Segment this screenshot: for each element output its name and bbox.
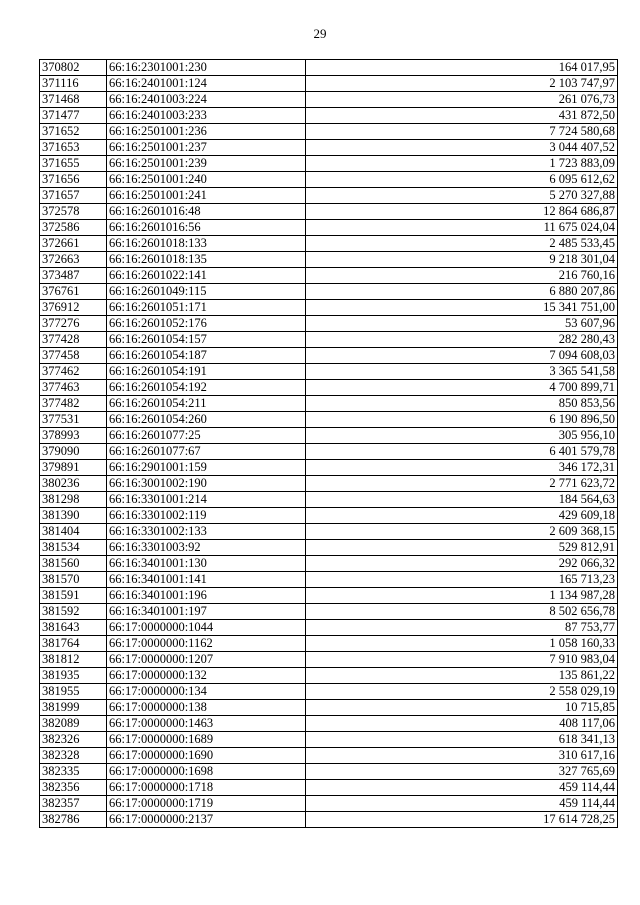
record-id-cell: 372586 (40, 220, 107, 236)
cadastral-number-cell: 66:16:2601022:141 (107, 268, 306, 284)
cadastral-number-cell: 66:16:2601077:25 (107, 428, 306, 444)
table-row (40, 460, 618, 476)
record-id-cell: 382357 (40, 796, 107, 812)
cadastral-value-cell: 164 017,95 (306, 60, 618, 76)
table-row (40, 764, 618, 780)
cadastral-number-cell: 66:17:0000000:134 (107, 684, 306, 700)
cadastral-number-cell: 66:17:0000000:1463 (107, 716, 306, 732)
table-body (40, 60, 618, 828)
cadastral-number-cell: 66:16:2601018:135 (107, 252, 306, 268)
cadastral-value-cell: 165 713,23 (306, 572, 618, 588)
record-id-cell: 372578 (40, 204, 107, 220)
record-id-cell: 380236 (40, 476, 107, 492)
cadastral-number-cell: 66:16:2601016:56 (107, 220, 306, 236)
cadastral-value-cell: 346 172,31 (306, 460, 618, 476)
record-id-cell: 377276 (40, 316, 107, 332)
record-id-cell: 381591 (40, 588, 107, 604)
cadastral-value-cell: 216 760,16 (306, 268, 618, 284)
table-row (40, 780, 618, 796)
table-row (40, 588, 618, 604)
table-row (40, 556, 618, 572)
cadastral-value-cell: 4 700 899,71 (306, 380, 618, 396)
table-row (40, 476, 618, 492)
cadastral-number-cell: 66:16:2501001:236 (107, 124, 306, 140)
table-row (40, 92, 618, 108)
table-row (40, 748, 618, 764)
cadastral-value-cell: 310 617,16 (306, 748, 618, 764)
table-row (40, 540, 618, 556)
cadastral-number-cell: 66:17:0000000:132 (107, 668, 306, 684)
table-row (40, 60, 618, 76)
table-row (40, 348, 618, 364)
cadastral-number-cell: 66:16:2601054:260 (107, 412, 306, 428)
cadastral-number-cell: 66:16:3401001:197 (107, 604, 306, 620)
record-id-cell: 381643 (40, 620, 107, 636)
cadastral-number-cell: 66:16:2401001:124 (107, 76, 306, 92)
table-row (40, 604, 618, 620)
cadastral-number-cell: 66:16:2601054:211 (107, 396, 306, 412)
record-id-cell: 371116 (40, 76, 107, 92)
record-id-cell: 378993 (40, 428, 107, 444)
record-id-cell: 372663 (40, 252, 107, 268)
record-id-cell: 373487 (40, 268, 107, 284)
record-id-cell: 381534 (40, 540, 107, 556)
cadastral-value-cell: 850 853,56 (306, 396, 618, 412)
cadastral-value-cell: 2 558 029,19 (306, 684, 618, 700)
table-row (40, 492, 618, 508)
cadastral-number-cell: 66:16:2601052:176 (107, 316, 306, 332)
record-id-cell: 371477 (40, 108, 107, 124)
record-id-cell: 371653 (40, 140, 107, 156)
table-row (40, 252, 618, 268)
record-id-cell: 377462 (40, 364, 107, 380)
cadastral-value-cell: 10 715,85 (306, 700, 618, 716)
cadastral-value-cell: 3 044 407,52 (306, 140, 618, 156)
record-id-cell: 371468 (40, 92, 107, 108)
cadastral-number-cell: 66:16:2601054:157 (107, 332, 306, 348)
record-id-cell: 382356 (40, 780, 107, 796)
cadastral-number-cell: 66:16:2501001:237 (107, 140, 306, 156)
cadastral-number-cell: 66:16:2601054:187 (107, 348, 306, 364)
cadastral-value-cell: 282 280,43 (306, 332, 618, 348)
cadastral-value-cell: 431 872,50 (306, 108, 618, 124)
table-row (40, 716, 618, 732)
table-row (40, 508, 618, 524)
table-row (40, 124, 618, 140)
cadastral-value-cell: 529 812,91 (306, 540, 618, 556)
cadastral-value-cell: 459 114,44 (306, 780, 618, 796)
cadastral-value-cell: 459 114,44 (306, 796, 618, 812)
record-id-cell: 381298 (40, 492, 107, 508)
table-row (40, 684, 618, 700)
record-id-cell: 377482 (40, 396, 107, 412)
cadastral-value-cell: 87 753,77 (306, 620, 618, 636)
cadastral-value-cell: 53 607,96 (306, 316, 618, 332)
cadastral-number-cell: 66:17:0000000:1718 (107, 780, 306, 796)
cadastral-value-cell: 305 956,10 (306, 428, 618, 444)
record-id-cell: 377458 (40, 348, 107, 364)
record-id-cell: 382326 (40, 732, 107, 748)
cadastral-value-cell: 7 094 608,03 (306, 348, 618, 364)
record-id-cell: 382786 (40, 812, 107, 828)
cadastral-number-cell: 66:16:2601054:192 (107, 380, 306, 396)
cadastral-value-cell: 12 864 686,87 (306, 204, 618, 220)
cadastral-value-cell: 2 771 623,72 (306, 476, 618, 492)
record-id-cell: 381404 (40, 524, 107, 540)
cadastral-number-cell: 66:16:3301002:133 (107, 524, 306, 540)
table-row (40, 236, 618, 252)
cadastral-value-cell: 3 365 541,58 (306, 364, 618, 380)
record-id-cell: 381390 (40, 508, 107, 524)
cadastral-number-cell: 66:16:2601054:191 (107, 364, 306, 380)
table-row (40, 636, 618, 652)
cadastral-number-cell: 66:17:0000000:138 (107, 700, 306, 716)
table-row (40, 428, 618, 444)
record-id-cell: 371652 (40, 124, 107, 140)
cadastral-value-cell: 1 058 160,33 (306, 636, 618, 652)
cadastral-number-cell: 66:17:0000000:1689 (107, 732, 306, 748)
cadastral-number-cell: 66:16:2301001:230 (107, 60, 306, 76)
table-row (40, 700, 618, 716)
cadastral-number-cell: 66:16:3301002:119 (107, 508, 306, 524)
table-row (40, 572, 618, 588)
cadastral-number-cell: 66:17:0000000:2137 (107, 812, 306, 828)
table-row (40, 300, 618, 316)
table-row (40, 812, 618, 828)
cadastral-number-cell: 66:16:3301001:214 (107, 492, 306, 508)
record-id-cell: 381935 (40, 668, 107, 684)
cadastral-value-cell: 408 117,06 (306, 716, 618, 732)
record-id-cell: 381955 (40, 684, 107, 700)
record-id-cell: 377531 (40, 412, 107, 428)
cadastral-value-cell: 292 066,32 (306, 556, 618, 572)
table-row (40, 652, 618, 668)
record-id-cell: 372661 (40, 236, 107, 252)
record-id-cell: 371656 (40, 172, 107, 188)
cadastral-value-cell: 2 609 368,15 (306, 524, 618, 540)
table-row (40, 796, 618, 812)
cadastral-number-cell: 66:16:2501001:239 (107, 156, 306, 172)
table-row (40, 444, 618, 460)
cadastral-value-cell: 9 218 301,04 (306, 252, 618, 268)
cadastral-number-cell: 66:16:3401001:141 (107, 572, 306, 588)
record-id-cell: 381764 (40, 636, 107, 652)
cadastral-number-cell: 66:16:3001002:190 (107, 476, 306, 492)
record-id-cell: 371657 (40, 188, 107, 204)
table-row (40, 364, 618, 380)
record-id-cell: 371655 (40, 156, 107, 172)
cadastral-number-cell: 66:16:3301003:92 (107, 540, 306, 556)
record-id-cell: 377428 (40, 332, 107, 348)
table-row (40, 76, 618, 92)
cadastral-value-table (39, 59, 618, 828)
cadastral-value-cell: 11 675 024,04 (306, 220, 618, 236)
record-id-cell: 379090 (40, 444, 107, 460)
record-id-cell: 382328 (40, 748, 107, 764)
table-row (40, 332, 618, 348)
cadastral-number-cell: 66:17:0000000:1044 (107, 620, 306, 636)
table-row (40, 316, 618, 332)
cadastral-value-cell: 327 765,69 (306, 764, 618, 780)
record-id-cell: 376912 (40, 300, 107, 316)
cadastral-number-cell: 66:16:3401001:196 (107, 588, 306, 604)
record-id-cell: 377463 (40, 380, 107, 396)
cadastral-value-cell: 1 723 883,09 (306, 156, 618, 172)
record-id-cell: 381812 (40, 652, 107, 668)
cadastral-value-cell: 6 401 579,78 (306, 444, 618, 460)
table-row (40, 156, 618, 172)
record-id-cell: 370802 (40, 60, 107, 76)
cadastral-number-cell: 66:16:2501001:241 (107, 188, 306, 204)
cadastral-value-cell: 15 341 751,00 (306, 300, 618, 316)
cadastral-number-cell: 66:16:2901001:159 (107, 460, 306, 476)
cadastral-value-cell: 618 341,13 (306, 732, 618, 748)
table-row (40, 620, 618, 636)
record-id-cell: 376761 (40, 284, 107, 300)
cadastral-number-cell: 66:17:0000000:1690 (107, 748, 306, 764)
cadastral-number-cell: 66:16:3401001:130 (107, 556, 306, 572)
record-id-cell: 381570 (40, 572, 107, 588)
cadastral-value-cell: 8 502 656,78 (306, 604, 618, 620)
cadastral-value-cell: 2 103 747,97 (306, 76, 618, 92)
cadastral-number-cell: 66:17:0000000:1162 (107, 636, 306, 652)
record-id-cell: 381592 (40, 604, 107, 620)
table-row (40, 268, 618, 284)
table-row (40, 204, 618, 220)
cadastral-number-cell: 66:16:2601051:171 (107, 300, 306, 316)
cadastral-value-cell: 7 724 580,68 (306, 124, 618, 140)
page-number: 29 (313, 26, 327, 41)
table-row (40, 732, 618, 748)
cadastral-value-cell: 6 880 207,86 (306, 284, 618, 300)
record-id-cell: 381560 (40, 556, 107, 572)
table-row (40, 140, 618, 156)
cadastral-number-cell: 66:16:2501001:240 (107, 172, 306, 188)
cadastral-value-cell: 2 485 533,45 (306, 236, 618, 252)
table-row (40, 412, 618, 428)
record-id-cell: 381999 (40, 700, 107, 716)
cadastral-number-cell: 66:16:2401003:224 (107, 92, 306, 108)
cadastral-value-cell: 7 910 983,04 (306, 652, 618, 668)
cadastral-value-cell: 135 861,22 (306, 668, 618, 684)
cadastral-value-cell: 1 134 987,28 (306, 588, 618, 604)
cadastral-number-cell: 66:16:2601077:67 (107, 444, 306, 460)
table-row (40, 380, 618, 396)
cadastral-value-cell: 184 564,63 (306, 492, 618, 508)
record-id-cell: 379891 (40, 460, 107, 476)
cadastral-number-cell: 66:16:2601018:133 (107, 236, 306, 252)
cadastral-value-cell: 6 190 896,50 (306, 412, 618, 428)
cadastral-value-cell: 6 095 612,62 (306, 172, 618, 188)
record-id-cell: 382089 (40, 716, 107, 732)
table-row (40, 284, 618, 300)
cadastral-number-cell: 66:17:0000000:1207 (107, 652, 306, 668)
cadastral-value-cell: 5 270 327,88 (306, 188, 618, 204)
table-row (40, 668, 618, 684)
table-row (40, 220, 618, 236)
table-row (40, 396, 618, 412)
cadastral-number-cell: 66:16:2601016:48 (107, 204, 306, 220)
cadastral-number-cell: 66:17:0000000:1719 (107, 796, 306, 812)
table-row (40, 188, 618, 204)
table-row (40, 108, 618, 124)
cadastral-value-cell: 261 076,73 (306, 92, 618, 108)
record-id-cell: 382335 (40, 764, 107, 780)
table-row (40, 524, 618, 540)
cadastral-number-cell: 66:17:0000000:1698 (107, 764, 306, 780)
table-row (40, 172, 618, 188)
cadastral-number-cell: 66:16:2601049:115 (107, 284, 306, 300)
cadastral-value-cell: 17 614 728,25 (306, 812, 618, 828)
cadastral-number-cell: 66:16:2401003:233 (107, 108, 306, 124)
cadastral-value-cell: 429 609,18 (306, 508, 618, 524)
